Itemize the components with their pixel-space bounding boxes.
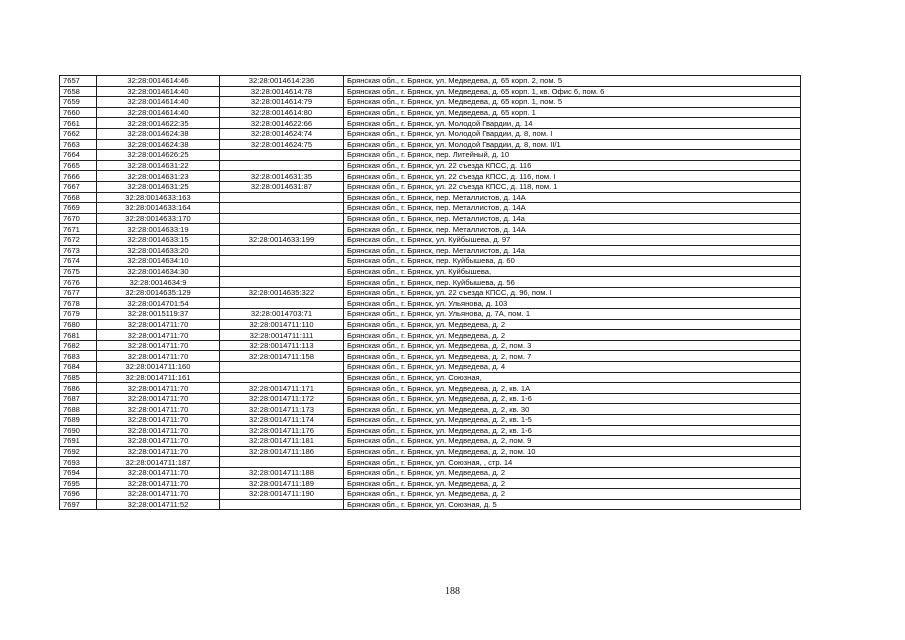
parcel-number-cell: 32:28:0014631:25	[97, 181, 220, 192]
parcel-number-cell: 32:28:0014633:15	[97, 234, 220, 245]
parcel-number-cell: 32:28:0014711:70	[97, 404, 220, 415]
object-number-cell	[220, 203, 344, 214]
row-number-cell: 7668	[60, 192, 97, 203]
row-number-cell: 7666	[60, 171, 97, 182]
table-row	[60, 287, 801, 298]
address-cell: Брянская обл., г. Брянск, ул. Ульянова, д. 103	[344, 298, 801, 309]
address-cell: Брянская обл., г. Брянск, ул. Молодой Гвардии, д. 14	[344, 118, 801, 129]
object-number-cell: 32:28:0014624:74	[220, 128, 344, 139]
table-row	[60, 457, 801, 468]
object-number-cell	[220, 499, 344, 510]
address-cell: Брянская обл., г. Брянск, ул. Молодой Гвардии, д. 8, пом. II/1	[344, 139, 801, 150]
table-row	[60, 415, 801, 426]
table-row	[60, 478, 801, 489]
table-row	[60, 118, 801, 129]
parcel-number-cell: 32:28:0014631:22	[97, 160, 220, 171]
object-number-cell: 32:28:0014711:158	[220, 351, 344, 362]
object-number-cell: 32:28:0014631:87	[220, 181, 344, 192]
row-number-cell: 7679	[60, 309, 97, 320]
row-number-cell: 7661	[60, 118, 97, 129]
row-number-cell: 7687	[60, 393, 97, 404]
address-cell: Брянская обл., г. Брянск, ул. Куйбышева,	[344, 266, 801, 277]
parcel-number-cell: 32:28:0014711:187	[97, 457, 220, 468]
table-row	[60, 160, 801, 171]
row-number-cell: 7658	[60, 86, 97, 97]
object-number-cell: 32:28:0014711:174	[220, 415, 344, 426]
object-number-cell: 32:28:0014711:113	[220, 340, 344, 351]
object-number-cell	[220, 266, 344, 277]
object-number-cell: 32:28:0014711:172	[220, 393, 344, 404]
table-row	[60, 298, 801, 309]
address-cell: Брянская обл., г. Брянск, ул. Медведева, д. 2	[344, 330, 801, 341]
parcel-number-cell: 32:28:0014711:52	[97, 499, 220, 510]
row-number-cell: 7685	[60, 372, 97, 383]
parcel-number-cell: 32:28:0014614:46	[97, 76, 220, 87]
table-row	[60, 213, 801, 224]
table-row	[60, 309, 801, 320]
parcel-number-cell: 32:28:0014624:38	[97, 139, 220, 150]
row-number-cell: 7680	[60, 319, 97, 330]
table-row	[60, 128, 801, 139]
object-number-cell	[220, 245, 344, 256]
address-cell: Брянская обл., г. Брянск, ул. 22 съезда КПСС, д. 116, пом. I	[344, 171, 801, 182]
parcel-number-cell: 32:28:0015119:37	[97, 309, 220, 320]
row-number-cell: 7693	[60, 457, 97, 468]
object-number-cell: 32:28:0014703:71	[220, 309, 344, 320]
cadastral-table	[59, 75, 801, 510]
table-row	[60, 192, 801, 203]
parcel-number-cell: 32:28:0014711:70	[97, 478, 220, 489]
parcel-number-cell: 32:28:0014633:20	[97, 245, 220, 256]
address-cell: Брянская обл., г. Брянск, ул. Медведева, д. 2	[344, 319, 801, 330]
row-number-cell: 7671	[60, 224, 97, 235]
object-number-cell	[220, 150, 344, 161]
row-number-cell: 7657	[60, 76, 97, 87]
row-number-cell: 7662	[60, 128, 97, 139]
table-row	[60, 499, 801, 510]
object-number-cell	[220, 298, 344, 309]
row-number-cell: 7696	[60, 489, 97, 500]
parcel-number-cell: 32:28:0014711:70	[97, 446, 220, 457]
row-number-cell: 7681	[60, 330, 97, 341]
object-number-cell: 32:28:0014711:190	[220, 489, 344, 500]
row-number-cell: 7676	[60, 277, 97, 288]
object-number-cell	[220, 160, 344, 171]
parcel-number-cell: 32:28:0014634:30	[97, 266, 220, 277]
table-body	[60, 76, 801, 510]
address-cell: Брянская обл., г. Брянск, пер. Металлистов, д. 14А	[344, 192, 801, 203]
address-cell: Брянская обл., г. Брянск, ул. Медведева, д. 2, кв. 1-6	[344, 393, 801, 404]
table-row	[60, 97, 801, 108]
row-number-cell: 7674	[60, 256, 97, 267]
parcel-number-cell: 32:28:0014626:25	[97, 150, 220, 161]
row-number-cell: 7694	[60, 467, 97, 478]
table-row	[60, 203, 801, 214]
object-number-cell: 32:28:0014624:75	[220, 139, 344, 150]
row-number-cell: 7677	[60, 287, 97, 298]
address-cell: Брянская обл., г. Брянск, ул. Медведева, д. 65 корп. 1, кв. Офис 6, пом. 6	[344, 86, 801, 97]
address-cell: Брянская обл., г. Брянск, ул. 22 съезда КПСС, д. 116	[344, 160, 801, 171]
table-row	[60, 277, 801, 288]
parcel-number-cell: 32:28:0014624:38	[97, 128, 220, 139]
row-number-cell: 7675	[60, 266, 97, 277]
table-row	[60, 86, 801, 97]
parcel-number-cell: 32:28:0014711:70	[97, 415, 220, 426]
object-number-cell: 32:28:0014631:35	[220, 171, 344, 182]
parcel-number-cell: 32:28:0014711:70	[97, 330, 220, 341]
address-cell: Брянская обл., г. Брянск, ул. Союзная, д. 5	[344, 499, 801, 510]
object-number-cell	[220, 256, 344, 267]
row-number-cell: 7697	[60, 499, 97, 510]
row-number-cell: 7686	[60, 383, 97, 394]
address-cell: Брянская обл., г. Брянск, ул. Молодой Гвардии, д. 8, пом. I	[344, 128, 801, 139]
address-cell: Брянская обл., г. Брянск, пер. Металлистов, д. 14А	[344, 224, 801, 235]
parcel-number-cell: 32:28:0014631:23	[97, 171, 220, 182]
table-row	[60, 489, 801, 500]
address-cell: Брянская обл., г. Брянск, пер. Куйбышева, д. 56	[344, 277, 801, 288]
address-cell: Брянская обл., г. Брянск, ул. Медведева, д. 65 корп. 2, пом. 5	[344, 76, 801, 87]
parcel-number-cell: 32:28:0014701:54	[97, 298, 220, 309]
address-cell: Брянская обл., г. Брянск, ул. Медведева, д. 65 корп. 1, пом. 5	[344, 97, 801, 108]
object-number-cell	[220, 213, 344, 224]
address-cell: Брянская обл., г. Брянск, ул. Медведева, д. 2	[344, 489, 801, 500]
object-number-cell	[220, 277, 344, 288]
row-number-cell: 7667	[60, 181, 97, 192]
table-row	[60, 234, 801, 245]
object-number-cell: 32:28:0014614:80	[220, 107, 344, 118]
parcel-number-cell: 32:28:0014633:164	[97, 203, 220, 214]
object-number-cell	[220, 372, 344, 383]
address-cell: Брянская обл., г. Брянск, ул. Медведева, д. 2, кв. 30	[344, 404, 801, 415]
address-cell: Брянская обл., г. Брянск, пер. Металлистов, д. 14а	[344, 213, 801, 224]
parcel-number-cell: 32:28:0014711:160	[97, 362, 220, 373]
address-cell: Брянская обл., г. Брянск, ул. Ульянова, д. 7А, пом. 1	[344, 309, 801, 320]
address-cell: Брянская обл., г. Брянск, ул. Медведева, д. 2, пом. 9	[344, 436, 801, 447]
parcel-number-cell: 32:28:0014711:161	[97, 372, 220, 383]
parcel-number-cell: 32:28:0014633:170	[97, 213, 220, 224]
object-number-cell	[220, 457, 344, 468]
address-cell: Брянская обл., г. Брянск, пер. Литейный, д. 10	[344, 150, 801, 161]
object-number-cell: 32:28:0014614:79	[220, 97, 344, 108]
object-number-cell	[220, 362, 344, 373]
row-number-cell: 7695	[60, 478, 97, 489]
parcel-number-cell: 32:28:0014711:70	[97, 351, 220, 362]
object-number-cell: 32:28:0014614:236	[220, 76, 344, 87]
row-number-cell: 7690	[60, 425, 97, 436]
object-number-cell	[220, 192, 344, 203]
table-row	[60, 330, 801, 341]
row-number-cell: 7670	[60, 213, 97, 224]
object-number-cell: 32:28:0014635:322	[220, 287, 344, 298]
table-row	[60, 404, 801, 415]
address-cell: Брянская обл., г. Брянск, ул. Медведева, д. 2, пом. 7	[344, 351, 801, 362]
table-row	[60, 351, 801, 362]
object-number-cell: 32:28:0014622:66	[220, 118, 344, 129]
table-row	[60, 340, 801, 351]
row-number-cell: 7663	[60, 139, 97, 150]
table-row	[60, 245, 801, 256]
address-cell: Брянская обл., г. Брянск, пер. Металлистов, д. 14А	[344, 203, 801, 214]
address-cell: Брянская обл., г. Брянск, ул. Союзная, , стр. 14	[344, 457, 801, 468]
table-row	[60, 266, 801, 277]
parcel-number-cell: 32:28:0014614:40	[97, 86, 220, 97]
parcel-number-cell: 32:28:0014622:35	[97, 118, 220, 129]
address-cell: Брянская обл., г. Брянск, ул. Медведева, д. 2, кв. 1А	[344, 383, 801, 394]
parcel-number-cell: 32:28:0014711:70	[97, 340, 220, 351]
parcel-number-cell: 32:28:0014711:70	[97, 467, 220, 478]
parcel-number-cell: 32:28:0014711:70	[97, 383, 220, 394]
object-number-cell: 32:28:0014711:176	[220, 425, 344, 436]
parcel-number-cell: 32:28:0014633:163	[97, 192, 220, 203]
table-row	[60, 171, 801, 182]
row-number-cell: 7660	[60, 107, 97, 118]
parcel-number-cell: 32:28:0014633:19	[97, 224, 220, 235]
address-cell: Брянская обл., г. Брянск, ул. Медведева, д. 65 корп. 1	[344, 107, 801, 118]
table-row	[60, 224, 801, 235]
parcel-number-cell: 32:28:0014711:70	[97, 319, 220, 330]
row-number-cell: 7682	[60, 340, 97, 351]
table-row	[60, 393, 801, 404]
address-cell: Брянская обл., г. Брянск, ул. Медведева, д. 2	[344, 467, 801, 478]
parcel-number-cell: 32:28:0014711:70	[97, 489, 220, 500]
parcel-number-cell: 32:28:0014711:70	[97, 393, 220, 404]
object-number-cell: 32:28:0014711:110	[220, 319, 344, 330]
object-number-cell	[220, 224, 344, 235]
object-number-cell: 32:28:0014711:188	[220, 467, 344, 478]
row-number-cell: 7684	[60, 362, 97, 373]
table-row	[60, 139, 801, 150]
table-row	[60, 436, 801, 447]
row-number-cell: 7689	[60, 415, 97, 426]
row-number-cell: 7678	[60, 298, 97, 309]
address-cell: Брянская обл., г. Брянск, ул. 22 съезда КПСС, д. 96, пом. I	[344, 287, 801, 298]
table-row	[60, 362, 801, 373]
address-cell: Брянская обл., г. Брянск, ул. 22 съезда КПСС, д. 118, пом. 1	[344, 181, 801, 192]
object-number-cell: 32:28:0014711:186	[220, 446, 344, 457]
row-number-cell: 7659	[60, 97, 97, 108]
table-row	[60, 150, 801, 161]
address-cell: Брянская обл., г. Брянск, пер. Куйбышева, д. 60	[344, 256, 801, 267]
object-number-cell: 32:28:0014711:171	[220, 383, 344, 394]
parcel-number-cell: 32:28:0014614:40	[97, 107, 220, 118]
object-number-cell: 32:28:0014711:111	[220, 330, 344, 341]
parcel-number-cell: 32:28:0014711:70	[97, 436, 220, 447]
table-row	[60, 319, 801, 330]
table-row	[60, 372, 801, 383]
object-number-cell: 32:28:0014711:181	[220, 436, 344, 447]
address-cell: Брянская обл., г. Брянск, ул. Медведева, д. 2, пом. 3	[344, 340, 801, 351]
parcel-number-cell: 32:28:0014634:9	[97, 277, 220, 288]
address-cell: Брянская обл., г. Брянск, ул. Медведева, д. 2, кв. 1-6	[344, 425, 801, 436]
object-number-cell: 32:28:0014614:78	[220, 86, 344, 97]
address-cell: Брянская обл., г. Брянск, ул. Медведева, д. 2, кв. 1-5	[344, 415, 801, 426]
object-number-cell: 32:28:0014711:173	[220, 404, 344, 415]
parcel-number-cell: 32:28:0014711:70	[97, 425, 220, 436]
page-number: 188	[445, 586, 460, 597]
address-cell: Брянская обл., г. Брянск, ул. Медведева, д. 2, пом. 10	[344, 446, 801, 457]
table-row	[60, 383, 801, 394]
row-number-cell: 7672	[60, 234, 97, 245]
parcel-number-cell: 32:28:0014635:129	[97, 287, 220, 298]
row-number-cell: 7691	[60, 436, 97, 447]
table-row	[60, 446, 801, 457]
row-number-cell: 7673	[60, 245, 97, 256]
address-cell: Брянская обл., г. Брянск, пер. Металлистов, д. 14а	[344, 245, 801, 256]
row-number-cell: 7688	[60, 404, 97, 415]
table-row	[60, 76, 801, 87]
object-number-cell: 32:28:0014711:189	[220, 478, 344, 489]
row-number-cell: 7692	[60, 446, 97, 457]
row-number-cell: 7669	[60, 203, 97, 214]
table-row	[60, 181, 801, 192]
row-number-cell: 7665	[60, 160, 97, 171]
row-number-cell: 7664	[60, 150, 97, 161]
table-row	[60, 256, 801, 267]
address-cell: Брянская обл., г. Брянск, ул. Союзная,	[344, 372, 801, 383]
table-row	[60, 425, 801, 436]
table-row	[60, 107, 801, 118]
object-number-cell: 32:28:0014633:199	[220, 234, 344, 245]
address-cell: Брянская обл., г. Брянск, ул. Медведева, д. 4	[344, 362, 801, 373]
address-cell: Брянская обл., г. Брянск, ул. Куйбышева, д. 97	[344, 234, 801, 245]
row-number-cell: 7683	[60, 351, 97, 362]
table-row	[60, 467, 801, 478]
parcel-number-cell: 32:28:0014634:10	[97, 256, 220, 267]
parcel-number-cell: 32:28:0014614:40	[97, 97, 220, 108]
address-cell: Брянская обл., г. Брянск, ул. Медведева, д. 2	[344, 478, 801, 489]
